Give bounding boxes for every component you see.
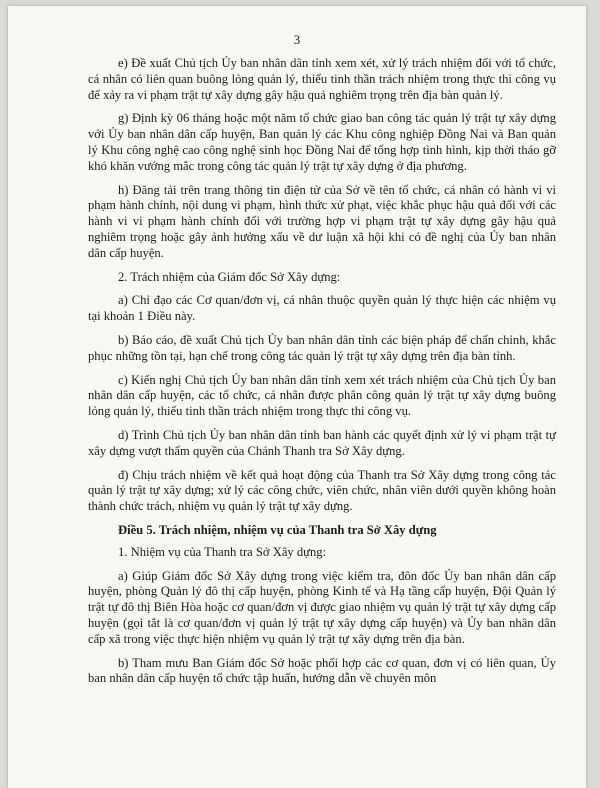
paragraph-c-propose-review: c) Kiến nghị Chủ tịch Ủy ban nhân dân tỉnh xem xét trách nhiệm của Chủ tịch Ủy ban nhân dân cấp huyện, các tổ chức, cá nhân được phân công quản lý trật tự xây dựng buông lỏng quản lý, thiếu tinh thần trách nhiệm trong thực thi công vụ. — [88, 372, 556, 419]
paragraph-h-publish-violations: h) Đăng tải trên trang thông tin điện tử của Sở về tên tổ chức, cá nhân có hành vi vi phạm hành chính, nội dung vi phạm, hình thức xử phạt, việc khắc phục hậu quả đối với các hành vi vi phạm hành chính đối với trường hợp vi phạm trật tự xây dựng gây hậu quả nghiêm trọng hoặc gây ảnh hưởng xấu về dư luận xã hội khi có đề nghị của Ủy ban nhân dân cấp huyện. — [88, 182, 556, 260]
paragraph-g-periodic-meeting: g) Định kỳ 06 tháng hoặc một năm tổ chức giao ban công tác quản lý trật tự xây dựng với Ủy ban nhân dân cấp huyện, Ban quản lý các Khu công nghiệp Đồng Nai và Ban quản lý Khu công nghệ cao công nghệ sinh học Đồng Nai để tổng hợp tình hình, kịp thời tháo gỡ khó khăn vướng mắc trong công tác quản lý trật tự xây dựng ở địa phương. — [88, 111, 556, 173]
paragraph-director-responsibility: 2. Trách nhiệm của Giám đốc Sở Xây dựng: — [118, 269, 341, 284]
document-page — [8, 6, 586, 788]
paragraph-dd-accountability: đ) Chịu trách nhiệm về kết quả hoạt động của Thanh tra Sở Xây dựng trong công tác quản lý trật tự xây dựng; xử lý các công chức, viên chức, nhân viên dưới quyền không hoàn thành chức trách, nhiệm vụ quản lý trật tự xây dựng. — [88, 467, 556, 514]
paragraph-d-submit-decisions: d) Trình Chủ tịch Ủy ban nhân dân tỉnh ban hành các quyết định xử lý vi phạm trật tự xây dựng vượt thẩm quyền của Chánh Thanh tra Sở Xây dựng. — [88, 427, 556, 458]
paragraph-a-assist-director: a) Giúp Giám đốc Sở Xây dựng trong việc kiểm tra, đôn đốc Ủy ban nhân dân cấp huyện, phòng Quản lý đô thị cấp huyện, phòng Kinh tế và Hạ tầng cấp huyện, Đội Quản lý trật tự đô thị Biên Hòa hoặc cơ quan/đơn vị được giao nhiệm vụ quản lý trật tự xây dựng cấp huyện (gọi tắt là cơ quan/đơn vị quản lý trật tự xây dựng cấp huyện) và Ủy ban nhân dân cấp xã trong việc thực hiện nhiệm vụ quản lý trật tự xây dựng trên địa bàn. — [88, 568, 556, 646]
document-body — [88, 56, 556, 695]
paragraph-b-advise-training: b) Tham mưu Ban Giám đốc Sở hoặc phối hợp các cơ quan, đơn vị có liên quan, Ủy ban nhân dân cấp huyện tổ chức tập huấn, hướng dẫn về chuyên môn — [88, 655, 556, 686]
paragraph-inspectorate-duties: 1. Nhiệm vụ của Thanh tra Sở Xây dựng: — [118, 544, 327, 559]
paragraph-a-direct-units: a) Chỉ đạo các Cơ quan/đơn vị, cá nhân thuộc quyền quản lý thực hiện các nhiệm vụ tại khoản 1 Điều này. — [88, 293, 556, 324]
article-5-heading: Điều 5. Trách nhiệm, nhiệm vụ của Thanh tra Sở Xây dựng — [118, 522, 437, 537]
page-number: 3 — [293, 32, 301, 47]
paragraph-b-report-measures: b) Báo cáo, đề xuất Chủ tịch Ủy ban nhân dân tỉnh các biện pháp để chấn chỉnh, khắc phục những tồn tại, hạn chế trong công tác quản lý trật tự xây dựng trên địa bàn tỉnh. — [88, 332, 556, 363]
paragraph-e-recommend-discipline: e) Đề xuất Chủ tịch Ủy ban nhân dân tỉnh xem xét, xử lý trách nhiệm đối với tổ chức, cá nhân có liên quan buông lỏng quản lý, thiếu tinh thần trách nhiệm trong thực thi công vụ để xảy ra vi phạm trật tự xây dựng gây hậu quả nghiêm trọng trên địa bàn quản lý. — [88, 56, 556, 102]
